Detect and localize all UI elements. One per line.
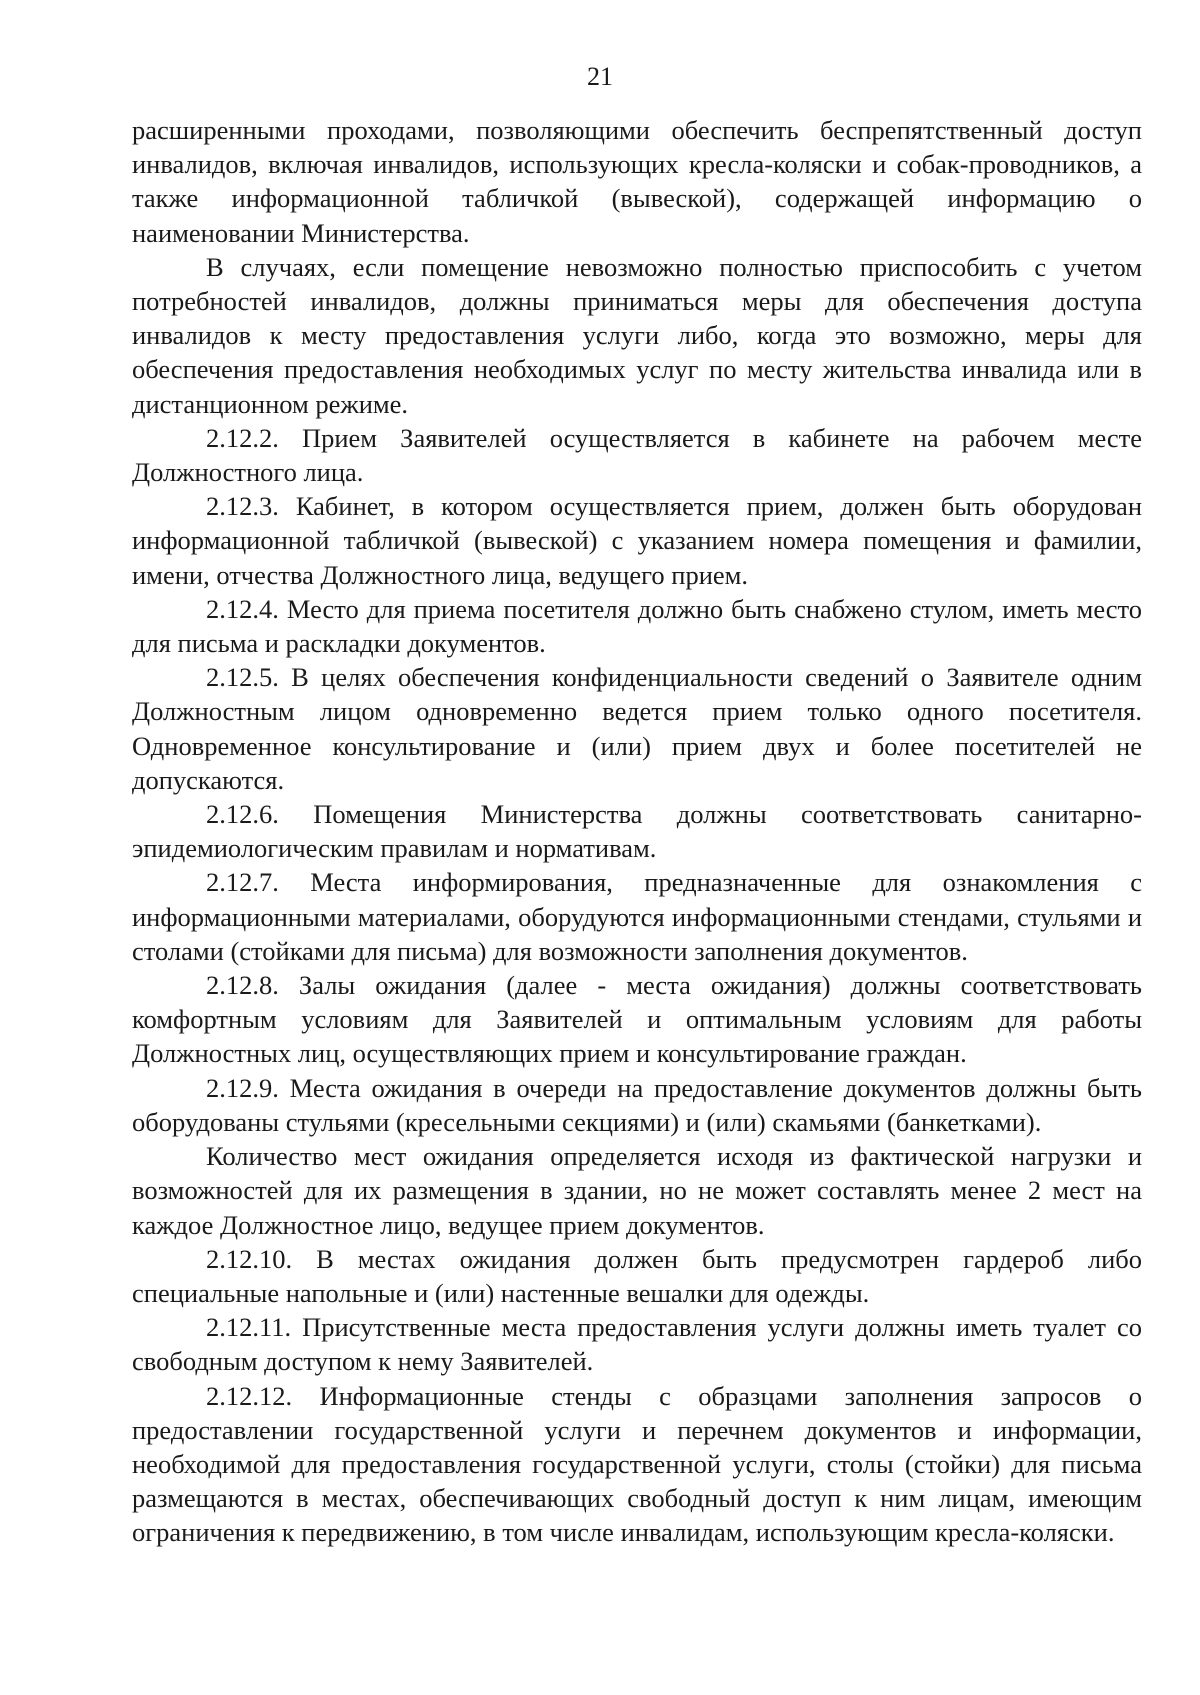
- paragraph: В случаях, если помещение невозможно полностью приспособить с учетом потребностей инвалидов, должны приниматься меры для обеспечения доступа инвалидов к месту предоставления услуги либо, когда это возможно, меры для обеспечения предоставления необходимых услуг по месту жительства инвалида или в дистанционном режиме.: [132, 251, 1142, 419]
- paragraph-clause-2-12-6: 2.12.6. Помещения Министерства должны соответствовать санитарно-эпидемиологическим правилам и нормативам.: [132, 799, 1142, 864]
- paragraph-clause-2-12-10: 2.12.10. В местах ожидания должен быть предусмотрен гардероб либо специальные напольные и (или) настенные вешалки для одежды.: [132, 1243, 1142, 1308]
- paragraph-clause-2-12-2: 2.12.2. Прием Заявителей осуществляется в кабинете на рабочем месте Должностного лица.: [132, 422, 1142, 488]
- paragraph-clause-2-12-4: 2.12.4. Место для приема посетителя должно быть снабжено стулом, иметь место для письма и раскладки документов.: [132, 593, 1142, 659]
- paragraph-clause-2-12-7: 2.12.7. Места информирования, предназначенные для ознакомления с информационными материалами, оборудуются информационными стендами, стульями и столами (стойками для письма) для возможности заполнения документов.: [132, 867, 1142, 966]
- paragraph-clause-2-12-11: 2.12.11. Присутственные места предоставления услуги должны иметь туалет со свободным доступом к нему Заявителей.: [132, 1312, 1142, 1377]
- document-body: [132, 113, 1142, 1550]
- paragraph-clause-2-12-8: 2.12.8. Залы ожидания (далее - места ожидания) должны соответствовать комфортным условиям для Заявителей и оптимальным условиям для работы Должностных лиц, осуществляющих прием и консультирование граждан.: [132, 970, 1142, 1069]
- page-number: 21: [587, 62, 613, 91]
- paragraph-clause-2-12-12: 2.12.12. Информационные стенды с образцами заполнения запросов о предоставлении государственной услуги и перечнем документов и информации, необходимой для предоставления государственной услуги, столы (стойки) для письма размещаются в местах, обеспечивающих свободный доступ к ним лицам, имеющим ограничения к передвижению, в том числе инвалидам, использующим кресла-коляски.: [132, 1380, 1142, 1548]
- paragraph: расширенными проходами, позволяющими обеспечить беспрепятственный доступ инвалидов, включая инвалидов, использующих кресла-коляски и собак-проводников, а также информационной табличкой (вывеской), содержащей информацию о наименовании Министерства.: [132, 115, 1142, 248]
- paragraph: Количество мест ожидания определяется исходя из фактической нагрузки и возможностей для их размещения в здании, но не может составлять менее 2 мест на каждое Должностное лицо, ведущее прием документов.: [132, 1141, 1142, 1240]
- paragraph-clause-2-12-9: 2.12.9. Места ожидания в очереди на предоставление документов должны быть оборудованы стульями (кресельными секциями) и (или) скамьями (банкетками).: [132, 1072, 1142, 1137]
- paragraph-clause-2-12-5: 2.12.5. В целях обеспечения конфиденциальности сведений о Заявителе одним Должностным лицом одновременно ведется прием только одного посетителя. Одновременное консультирование и (или) прием двух и более посетителей не допускаются.: [132, 662, 1142, 795]
- paragraph-clause-2-12-3: 2.12.3. Кабинет, в котором осуществляется прием, должен быть оборудован информационной табличкой (вывеской) с указанием номера помещения и фамилии, имени, отчества Должностного лица, ведущего прием.: [132, 491, 1142, 590]
